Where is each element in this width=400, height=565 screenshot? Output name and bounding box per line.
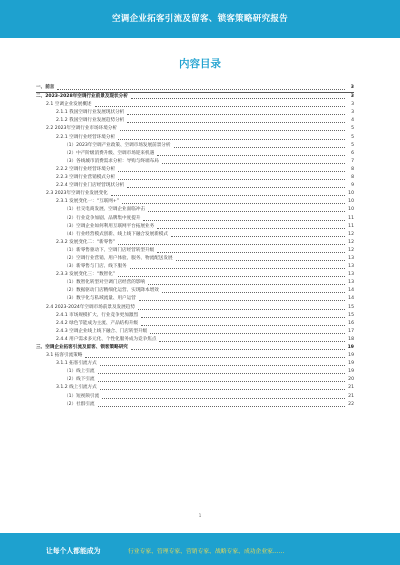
toc-entry[interactable] xyxy=(36,255,354,263)
toc-entry-label: （1）社交电商发展、空调企业面临冲击 xyxy=(64,207,146,213)
toc-leader-dots xyxy=(148,284,345,285)
toc-entry-label: （2）中产阶级消费升级、空调市场迎来机遇 xyxy=(64,150,155,156)
toc-entry-label: 2.1 空调企业发展概述 xyxy=(46,102,92,108)
toc-entry[interactable] xyxy=(36,174,354,182)
toc-entry-label: 2.2.2 空调行业经营环境分析 xyxy=(56,166,116,172)
toc-entry-page: 12 xyxy=(348,247,354,253)
toc-leader-dots xyxy=(118,244,345,245)
toc-entry-label: 3.1.1 拓客引流方式 xyxy=(56,361,97,367)
toc-leader-dots xyxy=(157,228,345,229)
toc-entry[interactable] xyxy=(36,231,354,239)
toc-entry-page: 8 xyxy=(351,175,354,181)
toc-entry-page: 15 xyxy=(348,304,354,310)
toc-leader-dots xyxy=(141,317,345,318)
toc-entry-label: 2.4 2023-2024年空调市场前景及发展趋势 xyxy=(46,304,135,310)
toc-entry-page: 20 xyxy=(348,377,354,383)
toc-entry-label: 2.2.4 空调行业门店经营现状分析 xyxy=(56,183,125,189)
toc-entry-label: 2.3.2 发展变化二：“新零售” xyxy=(56,239,116,245)
toc-entry-label: （1）数智化转型对空调门店经营的影响 xyxy=(64,280,146,286)
toc-entry[interactable] xyxy=(36,352,354,360)
toc-leader-dots xyxy=(127,114,345,115)
toc-entry[interactable] xyxy=(36,287,354,295)
toc-entry-label: 2.4.1 市场规模扩大、行业竞争更加激烈 xyxy=(56,312,139,318)
toc-entry[interactable] xyxy=(36,206,354,214)
toc-leader-dots xyxy=(174,147,345,148)
footer-slogan: 让每个人都能成为 xyxy=(46,547,101,555)
toc-leader-dots xyxy=(100,365,345,366)
toc-entry-page: 5 xyxy=(351,142,354,148)
toc-entry-page: 13 xyxy=(348,272,354,278)
toc-entry-page: 16 xyxy=(348,320,354,326)
toc-leader-dots xyxy=(98,381,345,382)
toc-entry-page: 3 xyxy=(351,110,354,116)
toc-entry[interactable] xyxy=(36,247,354,255)
toc-entry[interactable] xyxy=(36,401,354,409)
toc-entry-label: 2.4.3 空调企业线上线下融合、门店转型升级 xyxy=(56,328,148,334)
toc-title: 内容目录 xyxy=(179,58,221,70)
toc-entry-label: （3）新零售与门店、线下服务 xyxy=(64,264,127,270)
toc-entry-label: （1）线上引流 xyxy=(64,369,95,375)
toc-entry-page: 11 xyxy=(348,223,354,229)
toc-entry-page: 12 xyxy=(348,239,354,245)
toc-entry-label: 2.3.1 发展变化一：“互联网+” xyxy=(56,199,120,205)
toc-entry-label: 2.4.4 用户需求多元化、个性化服务成为竞争焦点 xyxy=(56,336,157,342)
toc-entry[interactable] xyxy=(36,109,354,117)
toc-entry-label: （2）空调行业营销、用户体验、服务、物流配送发展 xyxy=(64,255,173,261)
toc-entry[interactable] xyxy=(36,336,354,344)
toc-leader-dots xyxy=(57,89,345,90)
footer-bar xyxy=(0,533,400,565)
toc-entry[interactable] xyxy=(36,125,354,133)
toc-entry-page: 3 xyxy=(351,102,354,108)
toc-entry-page: 18 xyxy=(348,336,354,342)
toc-entry-label: 3.1.2 线上引流方式 xyxy=(56,385,97,391)
toc-leader-dots xyxy=(143,220,345,221)
toc-leader-dots xyxy=(159,341,345,342)
toc-entry-page: 3 xyxy=(350,94,354,100)
toc-entry[interactable] xyxy=(36,190,354,198)
toc-leader-dots xyxy=(98,373,345,374)
toc-entry-label: 2.3.3 发展变化三：“数智化” xyxy=(56,272,116,278)
toc-entry-label: （1）新零售驱动下、空调门店经营转型升级 xyxy=(64,247,155,253)
toc-leader-dots xyxy=(127,122,345,123)
toc-leader-dots xyxy=(118,179,345,180)
toc-entry-page: 15 xyxy=(348,312,354,318)
toc-entry-label: 2.4.2 绿色节能成为主流、产品结构升级 xyxy=(56,320,139,326)
toc-leader-dots xyxy=(122,203,345,204)
toc-entry-page: 10 xyxy=(348,207,354,213)
table-of-contents xyxy=(36,84,354,409)
toc-entry-page: 13 xyxy=(348,255,354,261)
toc-entry[interactable] xyxy=(36,142,354,150)
toc-leader-dots xyxy=(130,268,345,269)
toc-leader-dots xyxy=(138,309,345,310)
toc-entry[interactable] xyxy=(36,384,354,392)
toc-entry[interactable] xyxy=(36,198,354,206)
toc-entry-label: （3）各线城市消费需求分析：导购与终端布局 xyxy=(64,158,159,164)
toc-entry-page: 10 xyxy=(348,191,354,197)
toc-entry-page: 21 xyxy=(348,393,354,399)
toc-entry-page: 12 xyxy=(348,231,354,237)
toc-entry-page: 13 xyxy=(348,280,354,286)
toc-entry-page: 9 xyxy=(351,183,354,189)
toc-entry-page: 14 xyxy=(348,296,354,302)
toc-entry-label: 2.3 2023年空调行业发展变化 xyxy=(46,191,108,197)
toc-leader-dots xyxy=(176,260,345,261)
toc-entry-page: 8 xyxy=(351,166,354,172)
toc-entry[interactable] xyxy=(36,158,354,166)
toc-entry-label: （2）线下引流 xyxy=(64,377,95,383)
toc-entry[interactable] xyxy=(36,376,354,384)
toc-entry-label: 3.1 拓客引流策略 xyxy=(46,353,83,359)
toc-entry[interactable] xyxy=(36,368,354,376)
page-number: 1 xyxy=(198,513,202,518)
toc-entry[interactable] xyxy=(36,117,354,125)
toc-entry-label: （2）社群引流 xyxy=(64,401,95,407)
toc-leader-dots xyxy=(85,357,345,358)
toc-entry-page: 5 xyxy=(351,126,354,132)
toc-entry-label: 2.2.1 空调行业经营环境分析 xyxy=(56,134,116,140)
toc-leader-dots xyxy=(111,195,345,196)
toc-leader-dots xyxy=(118,171,345,172)
toc-leader-dots xyxy=(148,211,345,212)
toc-entry-page: 3 xyxy=(350,85,354,90)
toc-leader-dots xyxy=(171,236,345,237)
toc-entry-label: （1）短视频引流 xyxy=(64,393,100,399)
toc-leader-dots xyxy=(139,300,345,301)
toc-entry[interactable] xyxy=(36,263,354,271)
toc-entry-page: 22 xyxy=(348,401,354,407)
toc-entry-page: 11 xyxy=(348,215,354,221)
toc-entry[interactable] xyxy=(36,182,354,190)
toc-leader-dots xyxy=(118,139,345,140)
toc-leader-dots xyxy=(100,389,345,390)
toc-leader-dots xyxy=(131,98,345,99)
toc-entry-label: 2.2.3 空调行业营销模式分析 xyxy=(56,175,116,181)
toc-leader-dots xyxy=(102,398,345,399)
toc-leader-dots xyxy=(141,325,345,326)
toc-entry-page: 17 xyxy=(348,328,354,334)
toc-leader-dots xyxy=(118,276,345,277)
toc-entry-page: 6 xyxy=(351,150,354,156)
toc-leader-dots xyxy=(127,187,345,188)
toc-entry-label: （4）行业经营模式创新、线上线下融合发展新模式 xyxy=(64,231,168,237)
toc-entry-page: 21 xyxy=(348,385,354,391)
toc-entry[interactable] xyxy=(36,101,354,109)
toc-entry-page: 19 xyxy=(348,361,354,367)
toc-entry[interactable] xyxy=(36,320,354,328)
toc-leader-dots xyxy=(150,333,345,334)
toc-entry-label: 三、空调企业拓客引流及留客、锁客策略研究 xyxy=(36,345,128,350)
toc-leader-dots xyxy=(120,130,345,131)
report-title: 空调企业拓客引流及留客、锁客策略研究报告 xyxy=(111,14,288,24)
toc-leader-dots xyxy=(98,406,345,407)
toc-entry-page: 14 xyxy=(348,288,354,294)
toc-entry[interactable] xyxy=(36,166,354,174)
toc-entry-page: 4 xyxy=(351,118,354,124)
toc-leader-dots xyxy=(162,292,345,293)
toc-entry[interactable] xyxy=(36,304,354,312)
toc-entry-page: 13 xyxy=(348,264,354,270)
toc-entry[interactable] xyxy=(36,360,354,368)
toc-entry-page: 19 xyxy=(347,345,354,350)
toc-entry-page: 19 xyxy=(348,353,354,359)
toc-entry-page: 19 xyxy=(348,369,354,375)
toc-leader-dots xyxy=(131,349,345,350)
toc-entry[interactable] xyxy=(36,134,354,142)
toc-entry[interactable] xyxy=(36,295,354,303)
toc-entry[interactable] xyxy=(36,84,354,93)
toc-entry[interactable] xyxy=(36,279,354,287)
footer-tagline: 行业专家、管理专家、营销专家、战略专家、成功企业家…… xyxy=(128,549,285,555)
toc-entry-label: （2）数据驱动门店精细化运营、实现降本增效 xyxy=(64,288,159,294)
toc-entry-label: （3）空调企业如何利用互联网平台拓展业务 xyxy=(64,223,155,229)
toc-entry[interactable] xyxy=(36,215,354,223)
toc-leader-dots xyxy=(157,252,345,253)
toc-entry-label: 2.1.1 我国空调行业发展现状分析 xyxy=(56,110,125,116)
toc-entry[interactable] xyxy=(36,312,354,320)
toc-entry-label: 二、2023-2028年空调行业前景及现状分析 xyxy=(36,94,128,100)
header-bar xyxy=(0,0,400,38)
toc-entry-page: 5 xyxy=(351,134,354,140)
toc-entry-label: 2.1.2 我国空调行业发展趋势分析 xyxy=(56,118,125,124)
toc-entry-label: （3）数字化与私域流量、用户运营 xyxy=(64,296,136,302)
toc-entry-label: 2.2 2023年空调行业市场环境分析 xyxy=(46,126,117,132)
toc-leader-dots xyxy=(95,106,345,107)
toc-entry-label: 一、前言 xyxy=(36,85,55,90)
toc-leader-dots xyxy=(157,155,345,156)
toc-entry[interactable] xyxy=(36,239,354,247)
toc-entry[interactable] xyxy=(36,328,354,336)
toc-leader-dots xyxy=(162,163,345,164)
toc-entry-label: （2）行业竞争加剧、品牌集中度提升 xyxy=(64,215,141,221)
toc-entry-label: （1）2023年空调产业政策、空调市场发展前景分析 xyxy=(64,142,171,148)
toc-entry[interactable] xyxy=(36,150,354,158)
toc-entry[interactable] xyxy=(36,393,354,401)
toc-entry[interactable] xyxy=(36,223,354,231)
toc-entry[interactable] xyxy=(36,271,354,279)
toc-entry-page: 10 xyxy=(348,199,354,205)
toc-entry[interactable] xyxy=(36,344,354,352)
toc-entry-page: 7 xyxy=(351,158,354,164)
toc-entry[interactable] xyxy=(36,93,354,101)
